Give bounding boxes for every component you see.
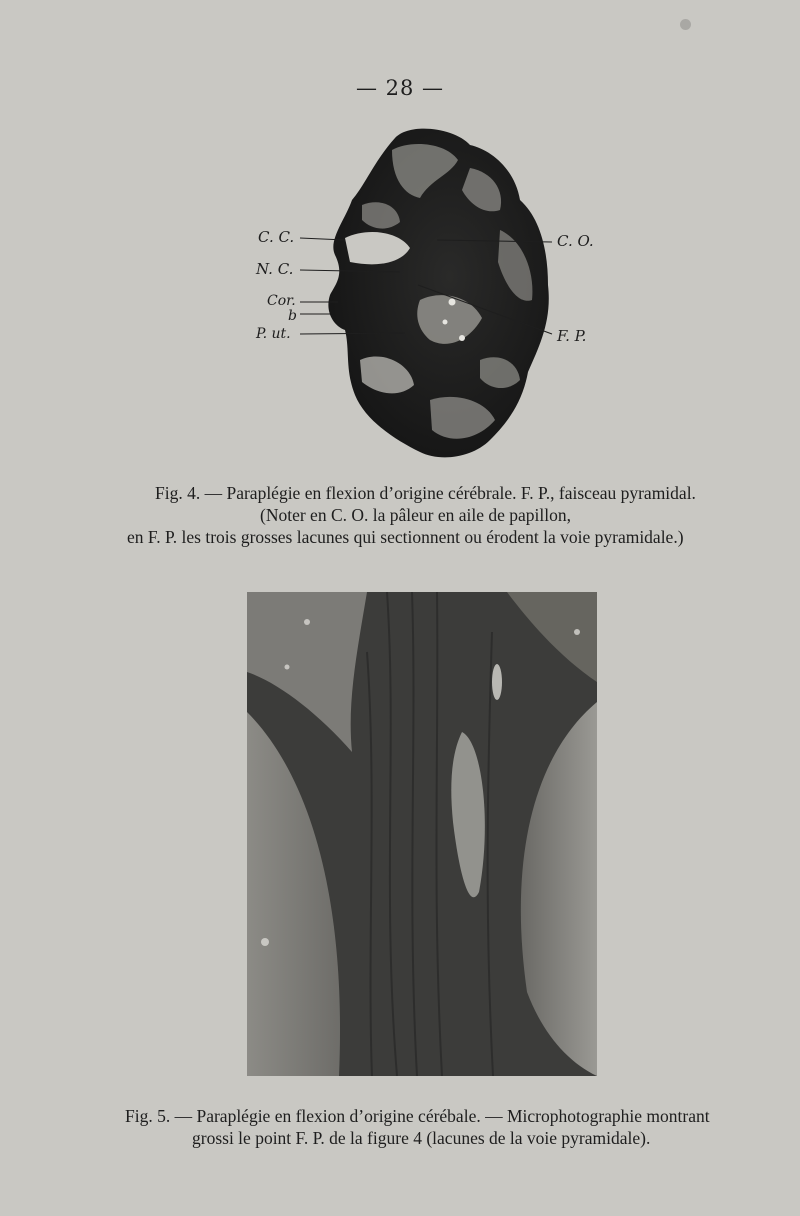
figure-5-caption [100,1105,760,1149]
caption-line: en F. P. les trois grosses lacunes qui sectionnent ou érodent la voie pyramidale.) [127,527,684,547]
page-number: — 28 — [355,76,445,100]
label-cc: C. C. [258,228,295,246]
label-fp: F. P. [557,327,587,345]
caption-line: Fig. 5. — Paraplégie en flexion d’origine cérébale. — Microphotographie montrant [125,1106,710,1126]
label-put: P. ut. [256,326,291,342]
brain-section-image [0,0,800,470]
caption-line: Fig. 4. — Paraplégie en flexion d’origine cérébrale. F. P., faisceau pyramidal. [155,483,696,503]
figure-4 [0,0,800,470]
lacune [449,299,456,306]
caption-line: (Noter en C. O. la pâleur en aile de papillon, [260,505,572,525]
caption-line: grossi le point F. P. de la figure 4 (lacunes de la voie pyramidale). [192,1128,651,1148]
label-co: C. O. [557,232,594,250]
figure-4-caption [110,482,750,548]
label-nc: N. C. [256,260,294,278]
label-b: b [288,308,297,324]
microphotograph-image [247,592,597,1076]
figure-5-microphotograph [247,592,597,1076]
label-cor: Cor. [267,293,296,309]
lacune [459,335,465,341]
lacune [443,320,448,325]
